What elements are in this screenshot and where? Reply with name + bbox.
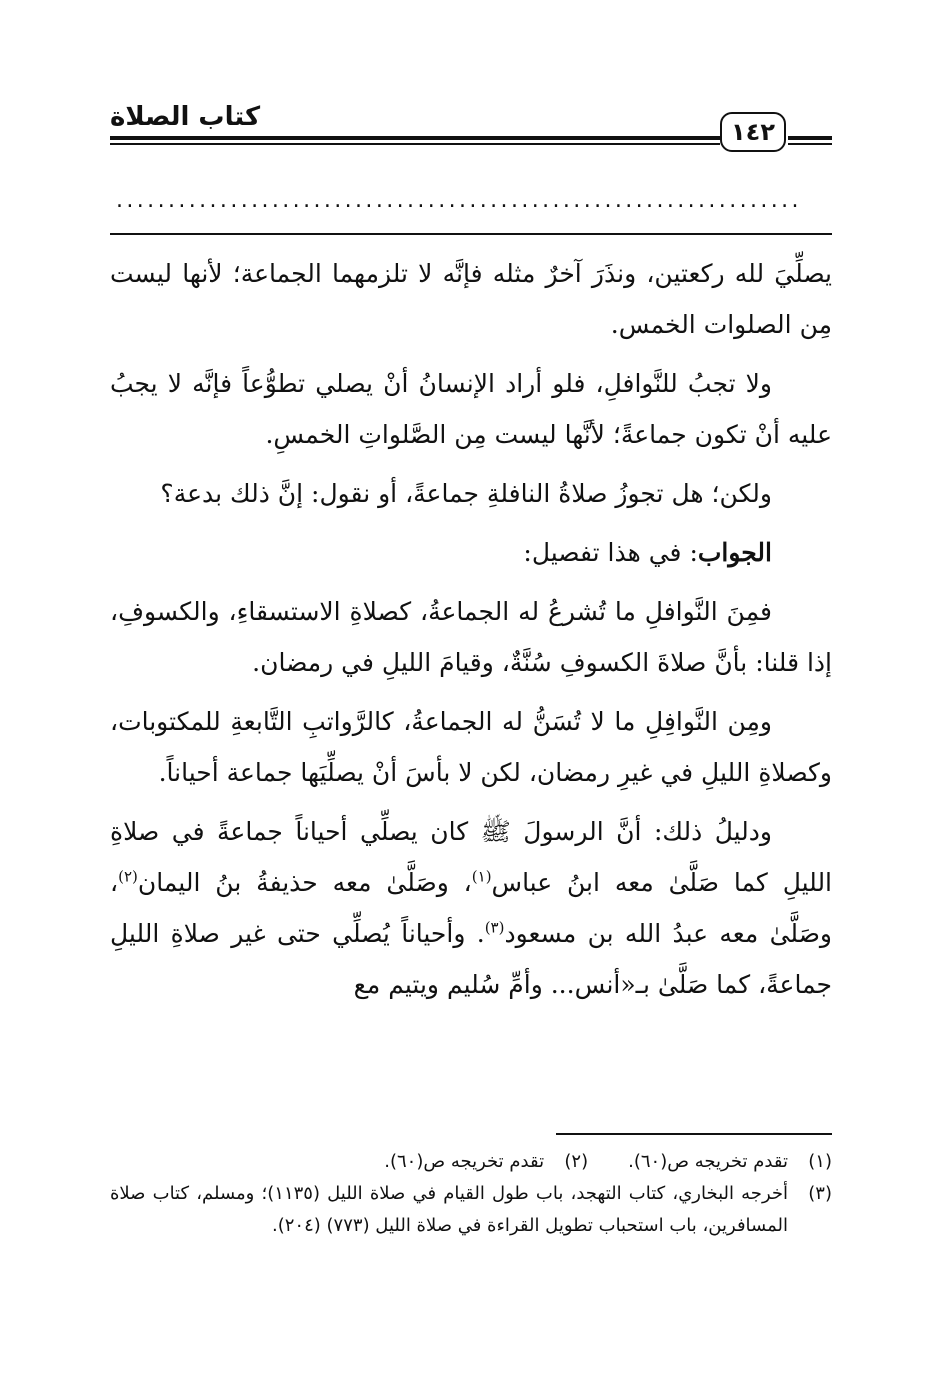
footnote-2-number: (٢): [564, 1151, 589, 1172]
paragraph-7-part-d: . وأحياناً يُصلِّي حتى غير صلاةِ الليلِ جماعةً، كما صَلَّىٰ بـ«أنس... وأمِّ سُليم ويتيم مع: [110, 919, 832, 999]
header-rule-right-thin: [788, 143, 832, 145]
paragraph-3: ولكن؛ هل تجوزُ صلاةُ النافلةِ جماعةً، أو نقول: إنَّ ذلك بدعة؟: [160, 479, 772, 508]
footnote-ref-1[interactable]: (١): [471, 867, 492, 886]
footnote-ref-2[interactable]: (٢): [118, 867, 138, 886]
page-header: [110, 100, 832, 160]
footnote-ref-3[interactable]: (٣): [484, 918, 505, 937]
footnote-1: [628, 1146, 832, 1178]
body-text: [110, 248, 832, 1018]
footnote-1-number: (١): [808, 1151, 832, 1172]
footnote-2-text: تقدم تخريجه ص(٦٠).: [384, 1151, 545, 1172]
footnote-pair-1-2: [110, 1146, 832, 1178]
answer-label: الجواب: [697, 538, 772, 567]
paragraph-7-part-c: ، وصَلَّىٰ معه عبدُ الله بن مسعود: [110, 868, 832, 948]
footnote-3: [110, 1178, 832, 1242]
book-title: كتاب الصلاة: [110, 102, 261, 132]
paragraph-7: [110, 806, 832, 1010]
footnote-rule: [556, 1133, 832, 1135]
header-rule-thick: [110, 136, 720, 140]
footnote-3-text: أخرجه البخاري، كتاب التهجد، باب طول القيام في صلاة الليل (١١٣٥)؛ ومسلم، كتاب صلاة المسافرين، باب استحباب تطويل القراءة في صلاة الليل (٧٧٣) (٢٠٤).: [110, 1183, 788, 1236]
paragraph-6: ومِن النَّوافِلِ ما لا تُسَنُّ له الجماعةُ، كالرَّواتبِ التَّابعةِ للمكتوبات، وكصلاةِ الليلِ في غيرِ رمضان، لكن لا بأسَ أنْ يصلِّيَها جماعة أحياناً.: [110, 707, 832, 787]
footnotes: [110, 1146, 832, 1242]
footnote-1-text: تقدم تخريجه ص(٦٠).: [628, 1151, 788, 1172]
paragraph-2: ولا تجبُ للنَّوافلِ، فلو أراد الإنسانُ أنْ يصلي تطوُّعاً فإنَّه لا يجبُ عليه أنْ تكون جماعةً؛ لأنَّها ليست مِن الصَّلواتِ الخمسِ.: [110, 369, 832, 449]
page-number: ١٤٢: [720, 112, 786, 152]
header-rule-right-thick: [788, 136, 832, 140]
footnote-2: [384, 1146, 588, 1178]
paragraph-7-part-a: ودليلُ ذلك: أنَّ الرسولَ ﷺ كان يصلِّي أحياناً جماعةً في صلاةِ الليلِ كما صَلَّىٰ معه ابنُ عباس: [110, 817, 833, 897]
text-top-rule: [110, 233, 832, 235]
header-rule-thin: [110, 143, 720, 145]
paragraph-1: يصلِّيَ لله ركعتين، ونذَرَ آخرٌ مثله فإنَّه لا تلزمهما الجماعة؛ لأنها ليست مِن الصلوات الخمس.: [110, 259, 832, 339]
paragraph-5: فمِنَ النَّوافلِ ما تُشرعُ له الجماعةُ، كصلاةِ الاستسقاءِ، والكسوفِ، إذا قلنا: بأنَّ صلاةَ الكسوفِ سُنَّةٌ، وقيامَ الليلِ في رمضان.: [110, 597, 832, 677]
paragraph-answer: [110, 527, 832, 578]
paragraph-7-part-b: ، وصَلَّىٰ معه حذيفةُ بنُ اليمان: [137, 868, 472, 897]
answer-text: : في هذا تفصيل:: [523, 538, 698, 567]
footnote-3-number: (٣): [808, 1183, 832, 1204]
ellipsis-row: ..................................................................: [116, 188, 802, 213]
